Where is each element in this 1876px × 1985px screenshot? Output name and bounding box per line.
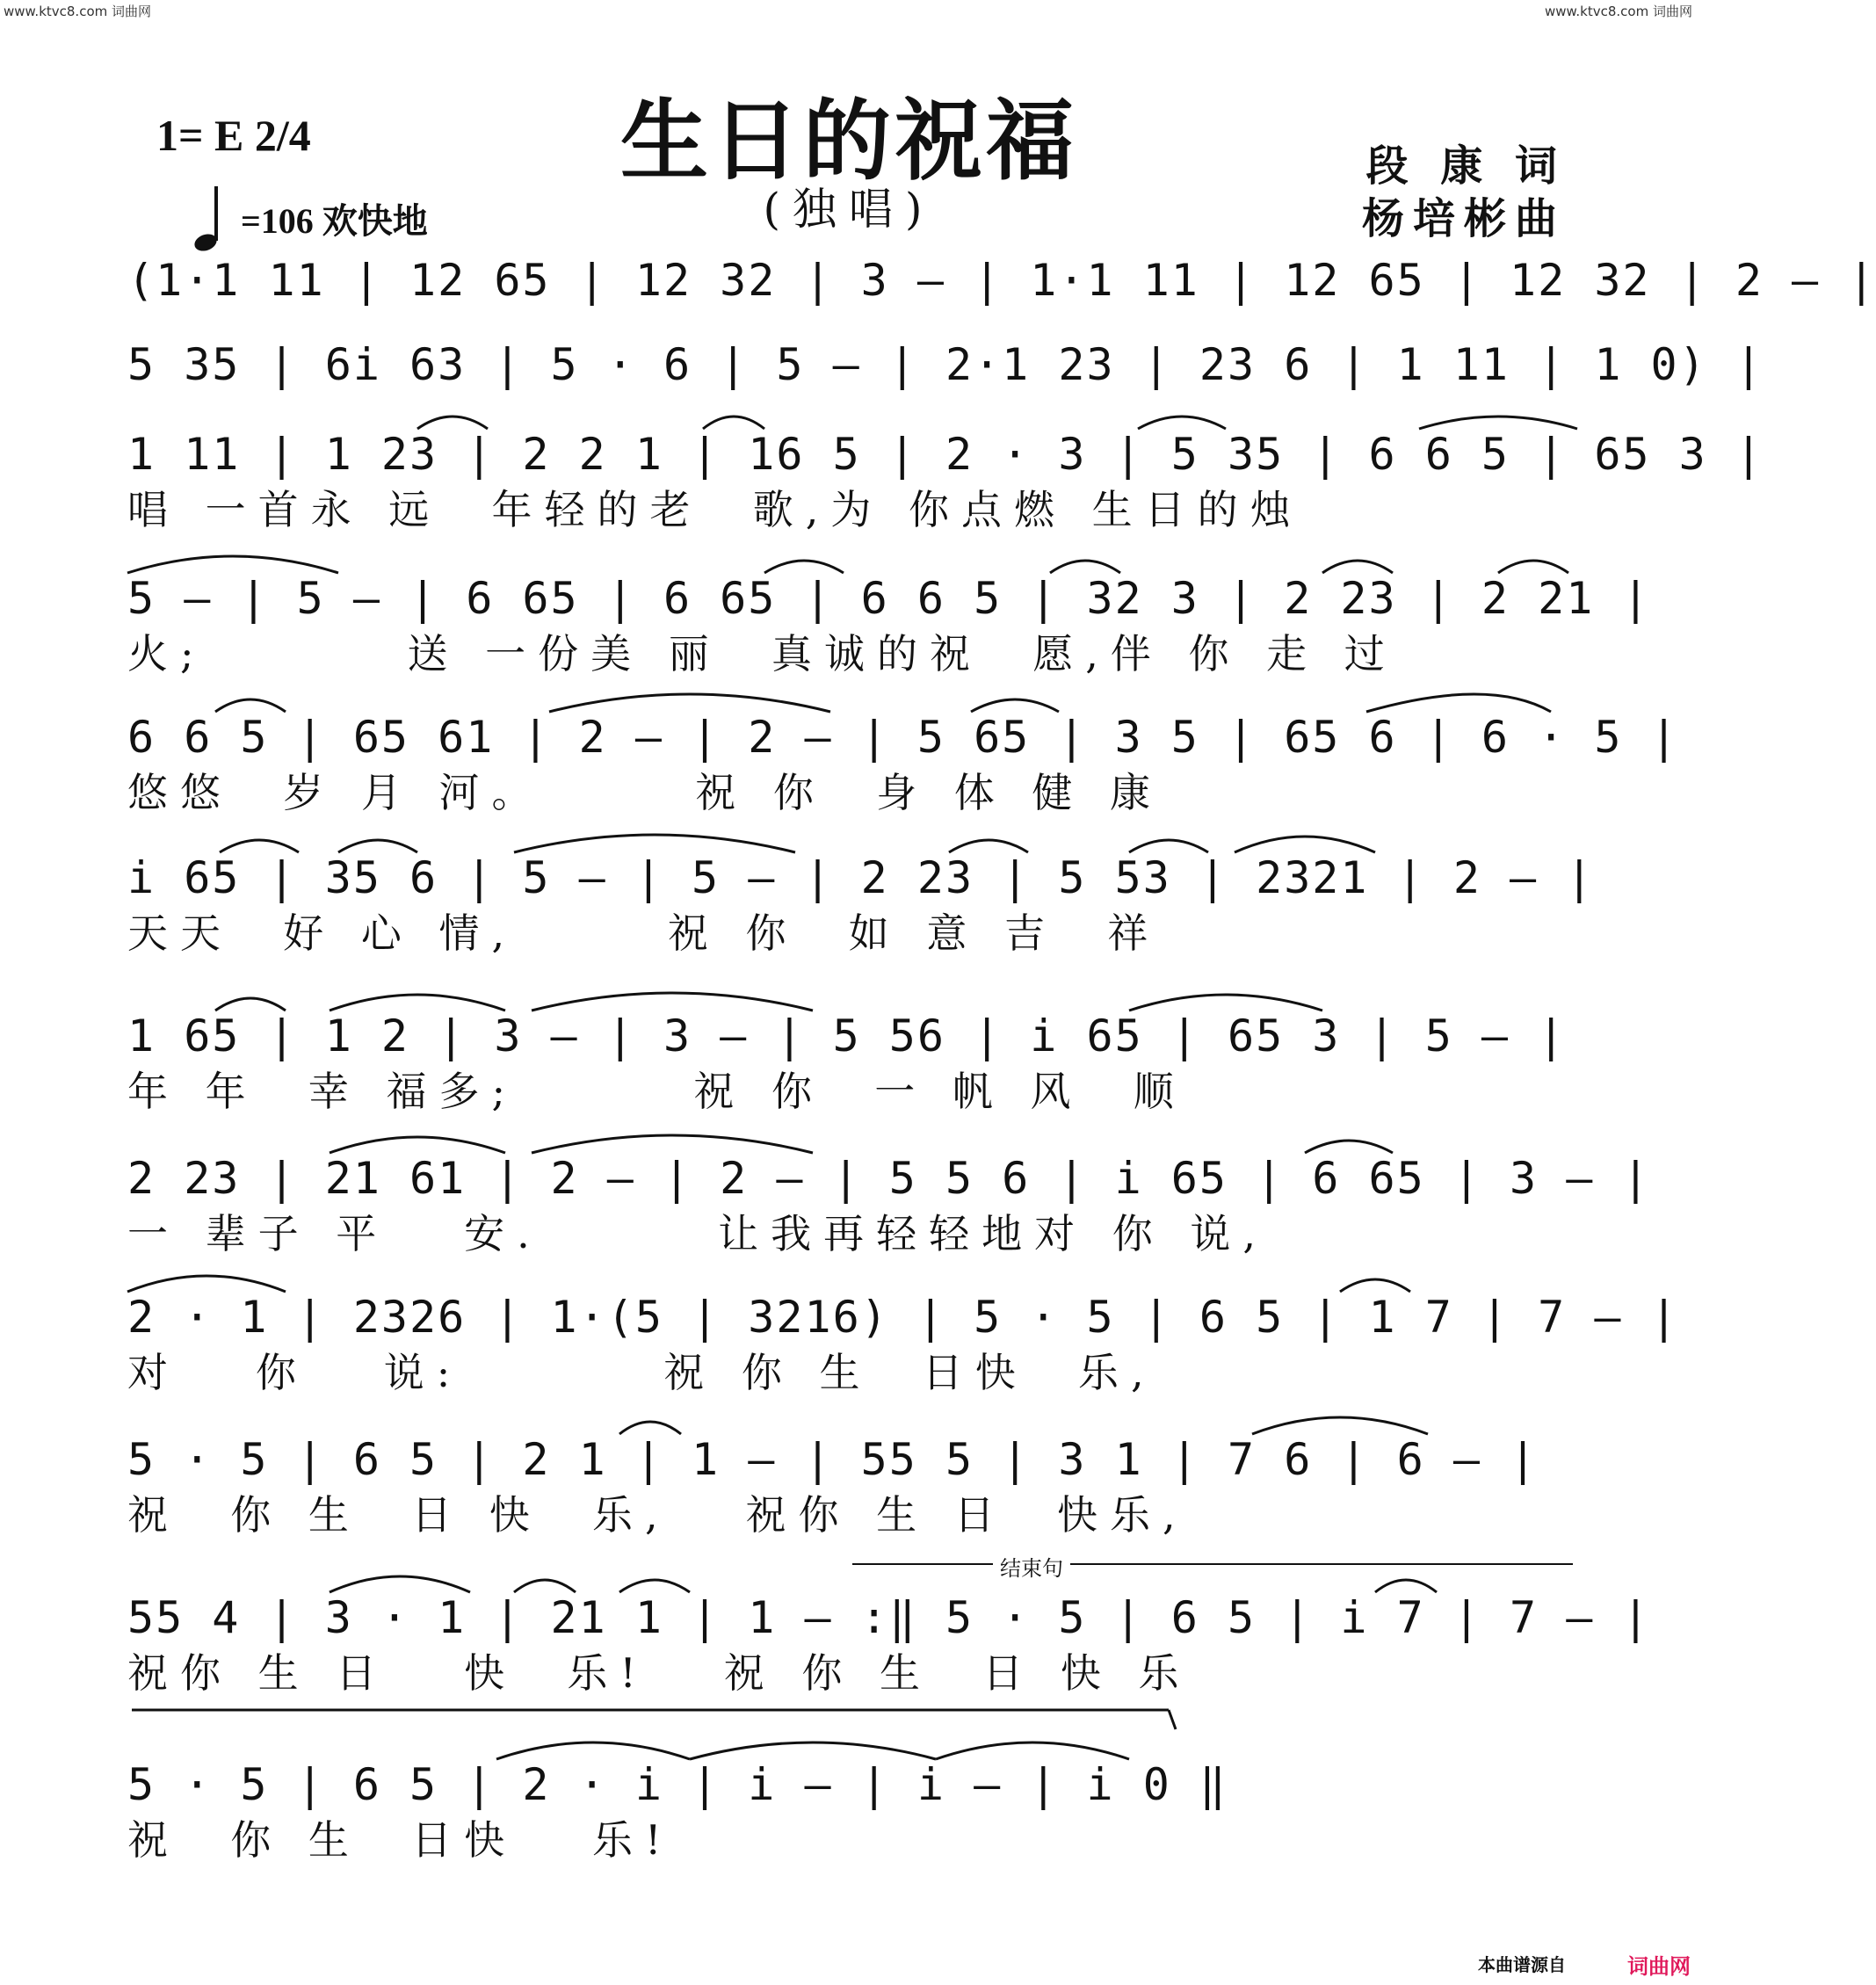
ending-bracket-bottom	[132, 1706, 1177, 1733]
slur-marks	[127, 548, 1577, 575]
lyrics-line: 天天 好 心 情, 祝 你 如 意 吉 祥	[127, 909, 1161, 957]
notes-line: i 65 | 35 6 | 5 — | 5 — | 2 23 | 5 53 | 2321 | 2 — |	[127, 852, 1595, 903]
notes-line: 5 · 5 | 6 5 | 2 · i | i — | i — | i 0 ‖	[127, 1759, 1228, 1810]
notes-line: (1·1 11 | 12 65 | 12 32 | 3 — | 1·1 11 | 12 65 | 12 32 | 2 — |	[127, 255, 1876, 306]
ending-label: 结束句	[993, 1551, 1070, 1582]
slur-marks	[127, 1409, 1577, 1436]
score-row-6	[127, 851, 1595, 960]
notes-line: 55 4 | 3 · 1 | 21 1 | 1 — :‖ 5 · 5 | 6 5 | i 7 | 7 — |	[127, 1592, 1651, 1643]
watermark-left: www.ktvc8.com 词曲网	[4, 4, 152, 19]
score-row-12	[127, 1757, 1577, 1866]
slur-marks	[127, 1128, 1577, 1155]
song-title: 生日的祝福	[620, 89, 1077, 192]
score-row-9	[127, 1290, 1679, 1399]
score-row-5	[127, 710, 1679, 819]
score-row-10	[127, 1432, 1577, 1541]
notes-line: 6 6 5 | 65 61 | 2 — | 2 — | 5 65 | 3 5 | 65 6 | 6 · 5 |	[127, 712, 1679, 763]
slur-marks	[127, 1568, 1577, 1594]
slur-marks	[127, 986, 1577, 1012]
tempo-text: =106 欢快地	[241, 200, 428, 241]
score-row-11	[127, 1590, 1651, 1699]
slur-marks	[127, 404, 1577, 431]
song-subtitle: (独唱)	[763, 184, 935, 235]
score-row-4	[127, 571, 1651, 680]
key-signature: 1= E 2/4	[156, 111, 311, 160]
notes-line: 1 11 | 1 23 | 2 2 1 | 16 5 | 2 · 3 | 5 35 | 6 6 5 | 65 3 |	[127, 429, 1764, 480]
lyrics-line: 祝 你 生 日 快 乐, 祝你 生 日 快乐,	[127, 1491, 1188, 1539]
lyrics-line: 悠悠 岁 月 河。 祝 你 身 体 健 康	[127, 769, 1163, 816]
notes-line: 5 · 5 | 6 5 | 2 1 | 1 — | 55 5 | 3 1 | 7 6 | 6 — |	[127, 1434, 1539, 1485]
notes-line: 5 35 | 6i 63 | 5 · 6 | 5 — | 2·1 23 | 23 6 | 1 11 | 1 0) |	[127, 339, 1764, 390]
score-row-8	[127, 1151, 1651, 1260]
composer-credit: 杨培彬曲	[1361, 194, 1566, 243]
slur-marks	[127, 1267, 1577, 1293]
notes-line: 5 — | 5 — | 6 65 | 6 65 | 6 6 5 | 32 3 | 2 23 | 2 21 |	[127, 573, 1651, 624]
ending-bracket-line	[852, 1563, 1573, 1565]
watermark-right: www.ktvc8.com 词曲网	[1544, 4, 1692, 19]
site-logo: 词曲网	[1627, 1954, 1691, 1979]
lyrics-line: 祝 你 生 日快 乐!	[127, 1816, 674, 1864]
score-row-7	[127, 1009, 1577, 1118]
score-row-3	[127, 427, 1764, 536]
lyrics-line: 火; 送 一份美 丽 真诚的祝 愿,伴 你 走 过	[127, 630, 1397, 677]
notes-line: 2 · 1 | 2326 | 1·(5 | 3216) | 5 · 5 | 6 5 | 1 7 | 7 — |	[127, 1292, 1679, 1343]
lyrics-line: 年 年 幸 福多; 祝 你 一 帆 风 顺	[127, 1068, 1186, 1115]
notes-line: 1 65 | 1 2 | 3 — | 3 — | 5 56 | i 65 | 65 3 | 5 — |	[127, 1011, 1567, 1061]
slur-marks	[127, 687, 1577, 714]
slur-marks	[127, 1735, 1577, 1761]
lyrics-line: 一 辈子 平 安. 让我再轻轻地对 你 说,	[127, 1210, 1268, 1257]
notes-line: 2 23 | 21 61 | 2 — | 2 — | 5 5 6 | i 65 | 6 65 | 3 — |	[127, 1153, 1651, 1204]
lyrics-line: 对 你 说: 祝 你 生 日快 乐,	[127, 1349, 1156, 1396]
lyrics-line: 唱 一首永 远 年轻的老 歌,为 你点燃 生日的烛	[127, 486, 1303, 533]
lyricist-credit: 段 康 词	[1365, 141, 1566, 191]
slur-marks	[127, 828, 1577, 854]
lyrics-line: 祝你 生 日 快 乐! 祝 你 生 日 快 乐	[127, 1649, 1192, 1697]
source-note: 本曲谱源自	[1478, 1954, 1566, 1975]
